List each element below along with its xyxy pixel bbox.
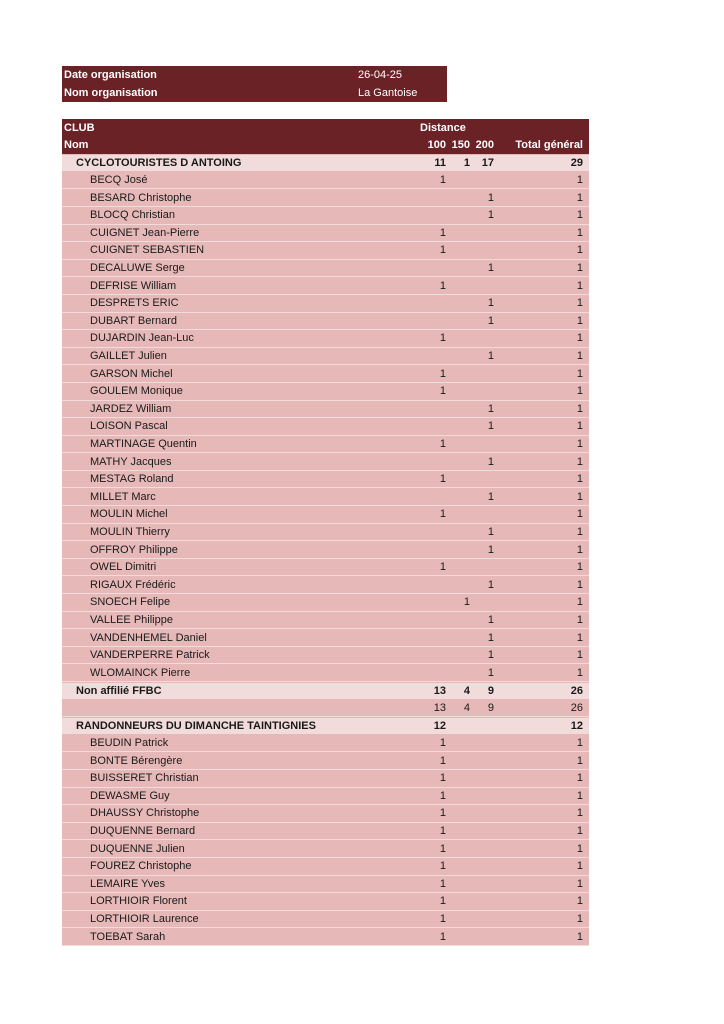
organisation-name-row: [62, 84, 447, 102]
cell-200: 1: [487, 578, 494, 591]
member-row: [62, 805, 589, 823]
cell-100: 12: [433, 719, 446, 732]
cell-100: 1: [439, 754, 446, 767]
cell-total: 1: [576, 613, 583, 626]
member-row: [62, 401, 589, 419]
member-row: [62, 436, 589, 454]
cell-total: 1: [576, 789, 583, 802]
member-row: [62, 225, 589, 243]
cell-200: 1: [487, 525, 494, 538]
cell-total: 1: [576, 860, 583, 873]
name-cell: LEMAIRE Yves: [90, 877, 165, 890]
cell-200: 1: [487, 209, 494, 222]
cell-total: 1: [576, 930, 583, 943]
name-cell: BESARD Christophe: [90, 191, 192, 204]
cell-total: 1: [576, 649, 583, 662]
cell-200: 1: [487, 613, 494, 626]
cell-200: 1: [487, 262, 494, 275]
cell-total: 1: [576, 455, 583, 468]
name-cell: LORTHIOIR Florent: [90, 895, 187, 908]
cell-total: 1: [576, 631, 583, 644]
cell-total: 1: [576, 737, 583, 750]
nom-header: Nom: [64, 139, 89, 152]
cell-200: 1: [487, 314, 494, 327]
cell-total: 1: [576, 543, 583, 556]
name-cell: MARTINAGE Quentin: [90, 437, 197, 450]
member-row: [62, 911, 589, 929]
name-cell: MATHY Jacques: [90, 455, 172, 468]
name-cell: MOULIN Michel: [90, 508, 168, 521]
member-row: [62, 488, 589, 506]
club-row: [62, 682, 589, 700]
cell-100: 1: [439, 174, 446, 187]
member-row: [62, 876, 589, 894]
name-cell: BEUDIN Patrick: [90, 737, 169, 750]
cell-100: 13: [433, 684, 446, 697]
cell-total: 1: [576, 244, 583, 257]
cell-100: 1: [439, 877, 446, 890]
date-label: Date organisation: [64, 69, 157, 81]
name-cell: DEFRISE William: [90, 279, 177, 292]
name-cell: DUQUENNE Bernard: [90, 825, 196, 838]
name-cell: DHAUSSY Christophe: [90, 807, 200, 820]
name-cell: WLOMAINCK Pierre: [90, 666, 191, 679]
cell-200: 1: [487, 402, 494, 415]
cell-150: 1: [463, 596, 470, 609]
cell-total: 1: [576, 297, 583, 310]
name-cell: DUBART Bernard: [90, 314, 178, 327]
col-total-header: Total général: [515, 139, 583, 152]
member-row: [62, 770, 589, 788]
member-row: [62, 788, 589, 806]
cell-total: 1: [576, 772, 583, 785]
name-cell: OFFROY Philippe: [90, 543, 178, 556]
member-row: [62, 612, 589, 630]
cell-100: 1: [439, 772, 446, 785]
cell-total: 1: [576, 842, 583, 855]
member-row: [62, 506, 589, 524]
name-cell: TOEBAT Sarah: [90, 930, 166, 943]
member-row: [62, 524, 589, 542]
cell-total: 1: [576, 367, 583, 380]
subtotal-row: [62, 700, 589, 718]
member-row: [62, 664, 589, 682]
member-row: [62, 647, 589, 665]
cell-150: 4: [463, 684, 470, 697]
cell-total: 1: [576, 525, 583, 538]
cell-200: 1: [487, 420, 494, 433]
cell-100: 1: [439, 367, 446, 380]
cell-200: 1: [487, 649, 494, 662]
member-row: [62, 207, 589, 225]
cell-total: 1: [576, 578, 583, 591]
member-row: [62, 471, 589, 489]
cell-total: 1: [576, 877, 583, 890]
name-cell: BLOCQ Christian: [90, 209, 175, 222]
name-cell: RANDONNEURS DU DIMANCHE TAINTIGNIES: [76, 719, 316, 732]
cell-100: 1: [439, 930, 446, 943]
name-cell: MILLET Marc: [90, 490, 156, 503]
cell-100: 1: [439, 385, 446, 398]
cell-100: 1: [439, 913, 446, 926]
cell-total: 1: [576, 561, 583, 574]
cell-total: 1: [576, 666, 583, 679]
member-row: [62, 277, 589, 295]
cell-total: 1: [576, 226, 583, 239]
name-cell: VALLEE Philippe: [90, 613, 173, 626]
member-row: [62, 172, 589, 190]
member-row: [62, 559, 589, 577]
cell-100: 1: [439, 473, 446, 486]
cell-100: 1: [439, 508, 446, 521]
name-cell: VANDERPERRE Patrick: [90, 649, 210, 662]
col-150-header: 150: [451, 139, 470, 152]
name-cell: DUQUENNE Julien: [90, 842, 185, 855]
cell-200: 1: [487, 350, 494, 363]
member-row: [62, 330, 589, 348]
col-100-header: 100: [427, 139, 446, 152]
member-row: [62, 541, 589, 559]
name-cell: LORTHIOIR Laurence: [90, 913, 199, 926]
name-cell: DUJARDIN Jean-Luc: [90, 332, 194, 345]
member-row: [62, 260, 589, 278]
cell-100: 1: [439, 437, 446, 450]
name-cell: GOULEM Monique: [90, 385, 183, 398]
pivot-header-row-1: [62, 119, 589, 137]
cell-100: 1: [439, 332, 446, 345]
name-cell: FOUREZ Christophe: [90, 860, 192, 873]
cell-total: 1: [576, 191, 583, 204]
cell-total: 1: [576, 350, 583, 363]
member-row: [62, 242, 589, 260]
name-cell: DEWASME Guy: [90, 789, 170, 802]
name-cell: BUISSERET Christian: [90, 772, 199, 785]
member-row: [62, 840, 589, 858]
cell-200: 1: [487, 297, 494, 310]
cell-100: 11: [434, 156, 446, 169]
name-cell: MOULIN Thierry: [90, 525, 170, 538]
cell-total: 1: [576, 420, 583, 433]
distance-header: Distance: [420, 121, 466, 134]
cell-total: 1: [576, 913, 583, 926]
pivot-table: [62, 119, 589, 946]
cell-200: 9: [487, 701, 494, 714]
cell-200: 17: [481, 156, 494, 169]
cell-total: 1: [576, 262, 583, 275]
name-cell: CUIGNET Jean-Pierre: [90, 226, 200, 239]
name-cell: DESPRETS ERIC: [90, 297, 179, 310]
cell-total: 1: [576, 174, 583, 187]
cell-total: 1: [576, 279, 583, 292]
cell-150: 4: [463, 701, 470, 714]
member-row: [62, 313, 589, 331]
member-row: [62, 893, 589, 911]
cell-100: 1: [439, 737, 446, 750]
member-row: [62, 365, 589, 383]
name-cell: GAILLET Julien: [90, 350, 167, 363]
cell-total: 12: [570, 719, 583, 732]
member-row: [62, 418, 589, 436]
club-row: [62, 154, 589, 172]
name-cell: CUIGNET SEBASTIEN: [90, 244, 205, 257]
cell-100: 1: [439, 895, 446, 908]
cell-total: 1: [576, 807, 583, 820]
member-row: [62, 823, 589, 841]
name-cell: BECQ José: [90, 174, 148, 187]
cell-100: 1: [439, 226, 446, 239]
name-cell: MESTAG Roland: [90, 473, 174, 486]
member-row: [62, 928, 589, 946]
cell-100: 1: [439, 860, 446, 873]
cell-100: 1: [439, 789, 446, 802]
name-cell: CYCLOTOURISTES D ANTOING: [76, 156, 242, 169]
member-row: [62, 576, 589, 594]
member-row: [62, 295, 589, 313]
name-cell: RIGAUX Frédéric: [90, 578, 176, 591]
cell-total: 1: [576, 209, 583, 222]
cell-100: 1: [439, 244, 446, 257]
cell-total: 1: [576, 402, 583, 415]
cell-200: 1: [487, 631, 494, 644]
cell-total: 1: [576, 754, 583, 767]
name-cell: BONTE Bérengère: [90, 754, 183, 767]
member-row: [62, 453, 589, 471]
cell-total: 29: [570, 156, 583, 169]
member-row: [62, 189, 589, 207]
cell-total: 1: [576, 314, 583, 327]
cell-200: 1: [487, 543, 494, 556]
name-cell: VANDENHEMEL Daniel: [90, 631, 207, 644]
member-row: [62, 735, 589, 753]
date-row: [62, 66, 447, 84]
cell-total: 1: [576, 508, 583, 521]
cell-100: 13: [433, 701, 446, 714]
cell-total: 1: [576, 490, 583, 503]
name-cell: Non affilié FFBC: [76, 684, 162, 697]
name-cell: SNOECH Felipe: [90, 596, 171, 609]
cell-200: 1: [487, 191, 494, 204]
cell-total: 1: [576, 895, 583, 908]
club-row: [62, 717, 589, 735]
cell-total: 1: [576, 596, 583, 609]
name-cell: DECALUWE Serge: [90, 262, 185, 275]
pivot-header-row-2: [62, 137, 589, 155]
organisation-name-label: Nom organisation: [64, 87, 158, 99]
cell-total: 1: [576, 825, 583, 838]
cell-total: 1: [576, 437, 583, 450]
date-value: 26-04-25: [358, 69, 403, 81]
name-cell: JARDEZ William: [90, 402, 172, 415]
organisation-info: [62, 66, 447, 102]
cell-100: 1: [439, 807, 446, 820]
member-row: [62, 752, 589, 770]
member-row: [62, 629, 589, 647]
name-cell: GARSON Michel: [90, 367, 173, 380]
member-row: [62, 858, 589, 876]
cell-total: 1: [576, 385, 583, 398]
member-row: [62, 383, 589, 401]
cell-150: 1: [463, 156, 470, 169]
cell-100: 1: [439, 561, 446, 574]
cell-100: 1: [439, 825, 446, 838]
member-row: [62, 594, 589, 612]
cell-total: 26: [570, 701, 583, 714]
cell-total: 1: [576, 473, 583, 486]
cell-200: 9: [487, 684, 494, 697]
cell-200: 1: [487, 490, 494, 503]
name-cell: OWEL Dimitri: [90, 561, 157, 574]
cell-100: 1: [439, 842, 446, 855]
col-200-header: 200: [475, 139, 494, 152]
cell-total: 1: [576, 332, 583, 345]
pivot-body: [62, 154, 589, 946]
member-row: [62, 348, 589, 366]
organisation-name-value: La Gantoise: [358, 87, 418, 99]
cell-total: 26: [570, 684, 583, 697]
club-header: CLUB: [64, 121, 95, 134]
cell-200: 1: [487, 666, 494, 679]
name-cell: LOISON Pascal: [90, 420, 168, 433]
cell-100: 1: [439, 279, 446, 292]
cell-200: 1: [487, 455, 494, 468]
